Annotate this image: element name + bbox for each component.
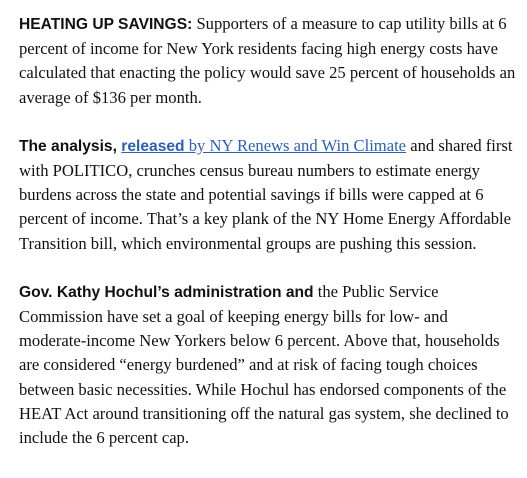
released-link[interactable]: released (121, 137, 185, 155)
paragraph-text: and shared first with POLITICO, crunches census bureau numbers to estimate energy burdens across the state and potential savings if bills were capped at 6 percent of income. That’s a key plank of the NY Home Energy Affordable Transition bill, which environmental groups are pushing this session. (19, 135, 513, 253)
article-body (19, 12, 519, 474)
section-lead: HEATING UP SAVINGS: (19, 16, 193, 33)
paragraph-text: Supporters of a measure to cap utility bills at 6 percent of income for New York residents facing high energy costs have calculated that enacting the policy would save 25 percent of households an average of $136 per month. (19, 14, 516, 107)
section-lead: Gov. Kathy Hochul’s administration and (19, 283, 314, 301)
section-lead: The analysis, (19, 137, 122, 155)
paragraph-analysis (19, 134, 519, 256)
paragraph-heating-up-savings (19, 12, 519, 110)
paragraph-hochul-administration (19, 280, 519, 450)
paragraph-text: the Public Service Commission have set a goal of keeping energy bills for low- and moderate-income New Yorkers below 6 percent. Above that, households are considered “energy burdened” and at risk of facing tough choices between basic necessities. While Hochul has endorsed components of the HEAT Act around transitioning off the natural gas system, she declined to include the 6 percent cap. (19, 281, 509, 448)
source-link[interactable]: by NY Renews and Win Climate (184, 135, 407, 155)
